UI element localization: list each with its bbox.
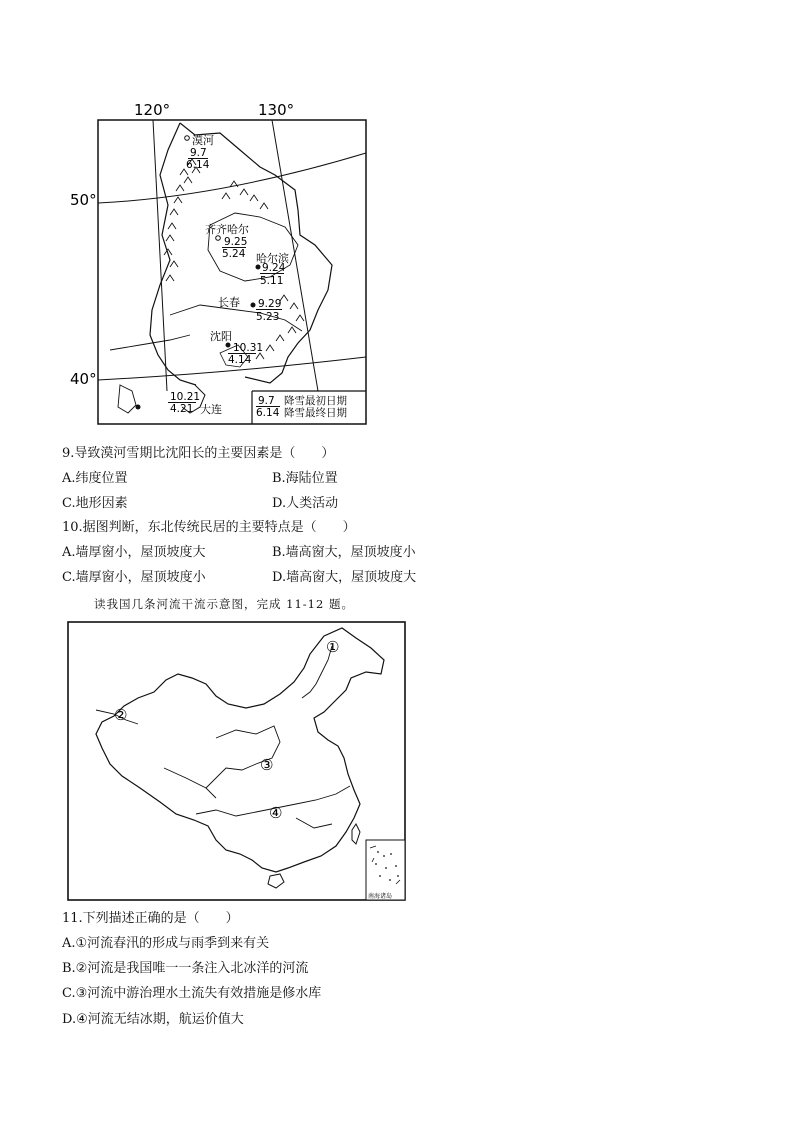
inset-label: 南海诸岛	[368, 893, 393, 900]
city-mohe-last: 6.14	[186, 159, 210, 171]
city-changchun-last: 5.23	[256, 311, 280, 323]
china-rivers-map	[66, 618, 408, 904]
city-shenyang-last: 4.14	[228, 354, 252, 366]
city-qiqihar-last: 5.24	[222, 248, 246, 260]
question-10-option-d[interactable]: D.墙高窗大，屋顶坡度大	[272, 570, 417, 585]
hainan-island	[268, 874, 284, 888]
question-11-option-d[interactable]: D.④河流无结冰期，航运价值大	[62, 1012, 244, 1027]
city-changchun-first: 9.29	[258, 298, 282, 310]
question-9-stem: 9.导致漠河雪期比沈阳长的主要因素是（ ）	[62, 446, 335, 461]
map-legend	[252, 391, 366, 424]
city-changchun-name: 长春	[218, 296, 240, 309]
legend-first-label: 降雪最初日期	[284, 395, 347, 407]
question-11-option-b[interactable]: B.②河流是我国唯一一条注入北冰洋的河流	[62, 961, 309, 976]
south-china-sea-inset	[366, 840, 405, 900]
question-9-option-c[interactable]: C.地形因素	[62, 496, 128, 511]
city-shenyang-name: 沈阳	[210, 330, 232, 343]
question-9-option-b[interactable]: B.海陆位置	[272, 471, 338, 486]
city-mohe-name: 漠河	[192, 134, 214, 147]
northeast-snow-map	[70, 95, 380, 430]
lon-label-130: 130°	[258, 101, 295, 119]
city-shenyang-first: 10.31	[233, 342, 264, 354]
legend-last-value: 6.14	[256, 407, 280, 419]
lon-label-120: 120°	[134, 101, 171, 119]
question-9-option-d[interactable]: D.人类活动	[272, 496, 339, 511]
city-mohe-first: 9.7	[190, 147, 207, 159]
river-marker-1: ①	[326, 638, 340, 656]
city-dalian-first: 10.21	[170, 391, 201, 403]
question-10-option-c[interactable]: C.墙厚窗小，屋顶坡度小	[62, 570, 206, 585]
city-harbin-first: 9.24	[262, 262, 286, 274]
question-10-option-a[interactable]: A.墙厚窗小，屋顶坡度大	[62, 545, 206, 560]
river-marker-3: ③	[260, 756, 274, 774]
question-9-option-a[interactable]: A.纬度位置	[62, 471, 128, 486]
river-marker-2: ②	[114, 706, 128, 724]
city-dalian-name: 大连	[200, 403, 222, 416]
legend-first-value: 9.7	[258, 395, 275, 407]
taiwan-island	[352, 824, 360, 844]
lat-label-50: 50°	[70, 191, 97, 209]
city-qiqihar-name: 齐齐哈尔	[205, 223, 249, 236]
city-qiqihar-first: 9.25	[224, 236, 248, 248]
question-11-option-a[interactable]: A.①河流春汛的形成与雨季到来有关	[62, 936, 270, 951]
city-dalian-last: 4.21	[170, 403, 194, 415]
city-harbin-last: 5.11	[260, 275, 284, 287]
city-harbin-name: 哈尔滨	[256, 252, 289, 265]
china-outline	[96, 628, 384, 872]
question-11-option-c[interactable]: C.③河流中游治理水土流失有效措施是修水库	[62, 986, 322, 1001]
section-intro: 读我国几条河流干流示意图，完成 11-12 题。	[94, 597, 354, 611]
question-10-option-b[interactable]: B.墙高窗大，屋顶坡度小	[272, 545, 416, 560]
question-11-stem: 11.下列描述正确的是（ ）	[62, 911, 239, 926]
lat-label-40: 40°	[70, 370, 97, 388]
legend-last-label: 降雪最终日期	[284, 407, 347, 419]
river-marker-4: ④	[269, 804, 283, 822]
question-10-stem: 10.据图判断，东北传统民居的主要特点是（ ）	[62, 520, 356, 535]
